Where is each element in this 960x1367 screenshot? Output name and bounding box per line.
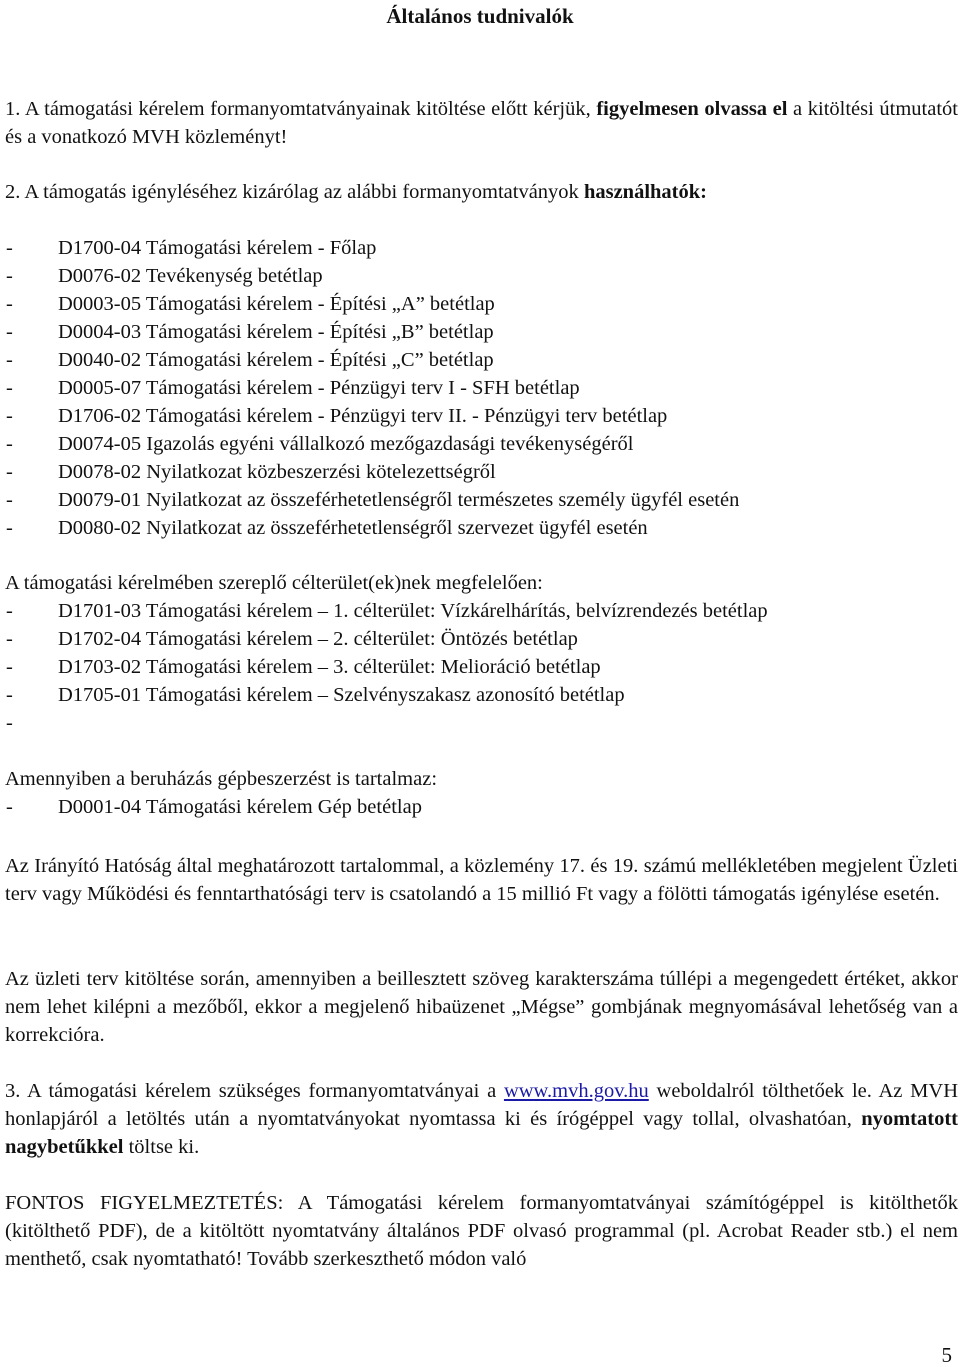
list-dash: - — [6, 656, 13, 678]
list-dash: - — [6, 600, 13, 622]
list-dash: - — [6, 628, 13, 650]
list-dash: - — [6, 377, 13, 399]
forms-list — [5, 234, 958, 542]
list-dash: - — [6, 265, 13, 287]
list-item-text: D0078-02 Nyilatkozat közbeszerzési kötelezettségről — [58, 461, 496, 483]
list-item — [5, 486, 958, 514]
paragraph-business-plan: Az Irányító Hatóság által meghatározott tartalommal, a közlemény 17. és 19. számú mellékletében megjelent Üzleti terv vagy Működési és fenntarthatósági terv is csatolandó a 15 millió Ft vagy a fölötti támogatás igénylése esetén. — [5, 855, 958, 905]
list-item — [5, 709, 958, 737]
list-item-text: D0074-05 Igazolás egyéni vállalkozó mezőgazdasági tevékenységéről — [58, 433, 634, 455]
list-item — [5, 318, 958, 346]
target-heading: A támogatási kérelmében szereplő célterület(ek)nek megfelelően: — [5, 572, 543, 594]
machine-forms-list — [5, 793, 958, 821]
list-item-text: D0079-01 Nyilatkozat az összeférhetetlenségről természetes személy ügyfél esetén — [58, 489, 740, 511]
paragraph-character-limit: Az üzleti terv kitöltése során, amennyiben a beillesztett szöveg karakterszáma túllépi a megengedett értéket, akkor nem lehet kilépni a mezőből, ekkor a megjelenő hibaüzenet „Mégse” gombjának megnyomásával lehetőség van a korrekcióra. — [5, 968, 958, 1046]
list-dash: - — [6, 349, 13, 371]
list-item-text: D0040-02 Támogatási kérelem - Építési „C” betétlap — [58, 349, 494, 371]
list-item-text: D0004-03 Támogatási kérelem - Építési „B” betétlap — [58, 321, 494, 343]
list-dash: - — [6, 433, 13, 455]
list-item — [5, 653, 958, 681]
list-item — [5, 374, 958, 402]
item-3-bold: nyomtatott nagybetűkkel — [5, 1108, 958, 1158]
list-item — [5, 346, 958, 374]
list-item-text: D0076-02 Tevékenység betétlap — [58, 265, 323, 287]
list-item-text: D1702-04 Támogatási kérelem – 2. célterület: Öntözés betétlap — [58, 628, 578, 650]
list-dash: - — [6, 237, 13, 259]
page-title: Általános tudnivalók — [386, 4, 574, 28]
target-forms-list — [5, 597, 958, 737]
list-item — [5, 458, 958, 486]
list-dash: - — [6, 684, 13, 706]
list-item — [5, 290, 958, 318]
item-3-text-end: töltse ki. — [123, 1136, 200, 1158]
list-item-text: D1700-04 Támogatási kérelem - Főlap — [58, 237, 377, 259]
item-1-text-end: a kitöltési útmutatót és a vonatkozó MVH közleményt! — [5, 98, 958, 148]
item-2-bold: használhatók: — [583, 181, 707, 203]
list-dash: - — [6, 489, 13, 511]
item-1-bold: figyelmesen olvassa el — [596, 98, 788, 120]
item-1-text: 1. A támogatási kérelem formanyomtatványainak kitöltése előtt kérjük, — [5, 98, 597, 120]
page-number: 5 — [941, 1343, 952, 1367]
list-item-text: D0080-02 Nyilatkozat az összeférhetetlenségről szervezet ügyfél esetén — [58, 517, 648, 539]
list-dash: - — [6, 517, 13, 539]
list-item — [5, 793, 958, 821]
list-item-text: D1703-02 Támogatási kérelem – 3. célterület: Melioráció betétlap — [58, 656, 601, 678]
list-item-text: D1706-02 Támogatási kérelem - Pénzügyi terv II. - Pénzügyi terv betétlap — [58, 405, 668, 427]
paragraph-item-2 — [5, 178, 958, 206]
machine-heading: Amennyiben a beruházás gépbeszerzést is tartalmaz: — [5, 768, 438, 790]
list-item — [5, 625, 958, 653]
list-dash: - — [6, 712, 13, 734]
list-dash: - — [6, 461, 13, 483]
item-2-text: 2. A támogatás igényléséhez kizárólag az alábbi formanyomtatványok — [5, 181, 584, 203]
list-item-text: D0005-07 Támogatási kérelem - Pénzügyi terv I - SFH betétlap — [58, 377, 580, 399]
list-item-text: D1705-01 Támogatási kérelem – Szelvényszakasz azonosító betétlap — [58, 684, 625, 706]
list-item-text: D0003-05 Támogatási kérelem - Építési „A” betétlap — [58, 293, 495, 315]
paragraph-item-1 — [5, 95, 958, 151]
list-dash: - — [6, 293, 13, 315]
mvh-website-link[interactable]: www.mvh.gov.hu — [503, 1080, 649, 1102]
list-dash: - — [6, 321, 13, 343]
list-dash: - — [6, 796, 13, 818]
list-item — [5, 262, 958, 290]
list-item — [5, 430, 958, 458]
list-item-text: D0001-04 Támogatási kérelem Gép betétlap — [58, 796, 422, 818]
list-item — [5, 681, 958, 709]
item-3-text-mid: weboldalról tölthetőek le. Az MVH honlapjáról a letöltés után a nyomtatványokat nyomtassa ki és írógéppel vagy tollal, olvashatóan, — [5, 1080, 958, 1130]
list-item — [5, 234, 958, 262]
item-3-text: 3. A támogatási kérelem szükséges formanyomtatványai a — [5, 1080, 504, 1102]
list-item-text: D1701-03 Támogatási kérelem – 1. célterület: Vízkárelhárítás, belvízrendezés betétlap — [58, 600, 768, 622]
list-item — [5, 402, 958, 430]
paragraph-item-3 — [5, 1077, 958, 1161]
paragraph-warning: FONTOS FIGYELMEZTETÉS: A Támogatási kérelem formanyomtatványai számítógéppel is kitölthetők (kitölthető PDF), de a kitöltött nyomtatvány általános PDF olvasó programmal (pl. Acrobat Reader stb.) el nem menthető, csak nyomtatható! Tovább szerkeszthető módon való — [5, 1192, 958, 1270]
list-dash: - — [6, 405, 13, 427]
list-item — [5, 597, 958, 625]
list-item — [5, 514, 958, 542]
